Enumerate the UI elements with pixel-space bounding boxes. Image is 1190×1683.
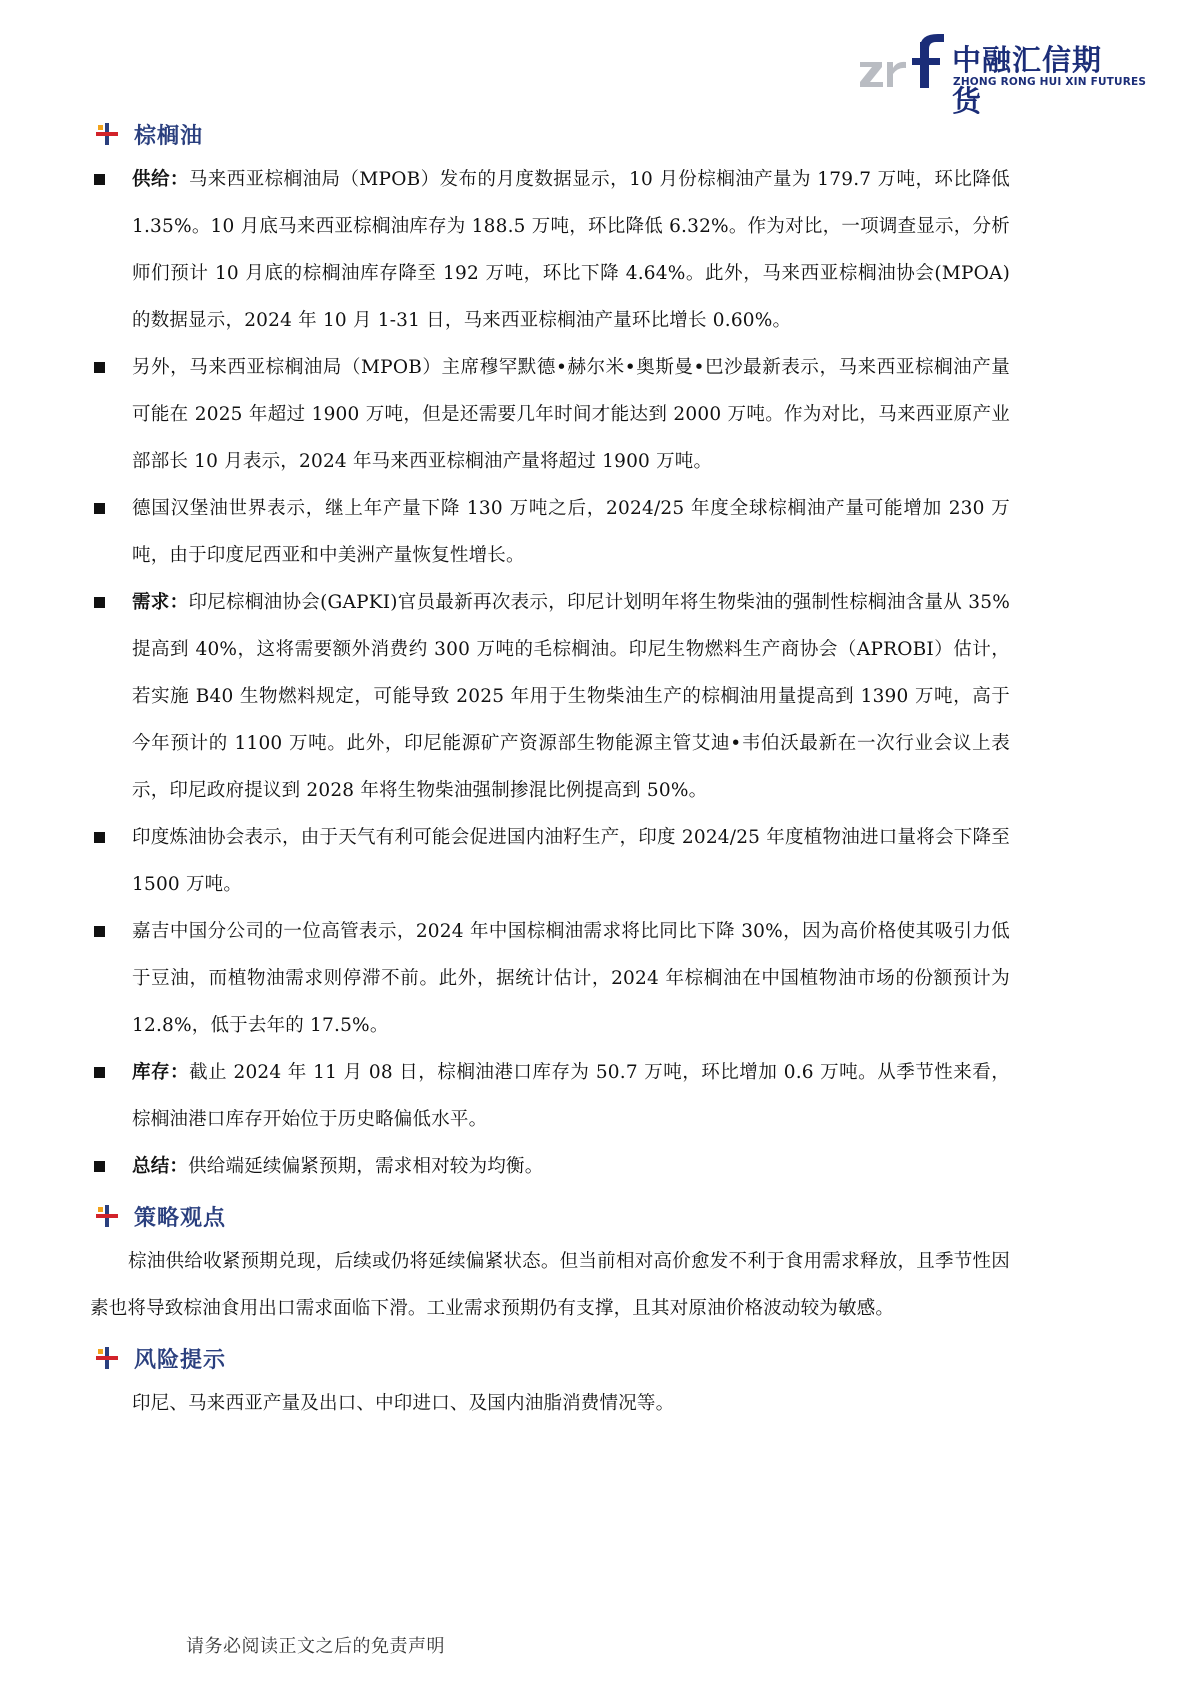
list-item [90, 579, 1010, 814]
section-marker-icon [94, 1345, 120, 1371]
list-item [90, 1143, 1010, 1190]
report-content [90, 108, 1010, 1427]
bullet-square-icon [94, 503, 105, 514]
section-title: 策略观点 [134, 1205, 227, 1231]
list-item [90, 344, 1010, 485]
list-item [90, 908, 1010, 1049]
section-title: 棕榈油 [134, 123, 204, 149]
logo-english-name: ZHONG RONG HUI XIN FUTURES [953, 76, 1147, 88]
bullet-square-icon [94, 362, 105, 373]
section-title: 风险提示 [134, 1347, 227, 1373]
item-text: 截止 2024 年 11 月 08 日，棕榈油港口库存为 50.7 万吨，环比增加 0.6 万吨。从季节性来看，棕榈油港口库存开始位于历史略偏低水平。 [132, 1062, 1010, 1130]
bullet-square-icon [94, 597, 105, 608]
item-lead: 库存： [132, 1062, 190, 1083]
item-text: 另外，马来西亚棕榈油局（MPOB）主席穆罕默德•赫尔米•奥斯曼•巴沙最新表示，马来西亚棕榈油产量可能在 2025 年超过 1900 万吨，但是还需要几年时间才能达到 2000 万吨。作为对比，马来西亚原产业部部长 10 月表示，2024 年马来西亚棕榈油产量将超过 1900 万吨。 [132, 357, 1010, 472]
footer-disclaimer: 请务必阅读正文之后的免责声明 [186, 1636, 445, 1657]
item-text: 嘉吉中国分公司的一位高管表示，2024 年中国棕榈油需求将比同比下降 30%，因为高价格使其吸引力低于豆油，而植物油需求则停滞不前。此外，据统计估计，2024 年棕榈油在中国植物油市场的份额预计为 12.8%，低于去年的 17.5%。 [132, 921, 1010, 1036]
item-text: 供给端延续偏紧预期，需求相对较为均衡。 [188, 1156, 544, 1177]
item-lead: 总结： [132, 1156, 189, 1177]
list-item [90, 1049, 1010, 1143]
item-text: 印度炼油协会表示，由于天气有利可能会促进国内油籽生产，印度 2024/25 年度植物油进口量将会下降至 1500 万吨。 [132, 827, 1010, 895]
palm-bullet-list [90, 156, 1010, 1190]
list-item [90, 485, 1010, 579]
section-heading-risk [90, 1336, 1010, 1380]
list-item [90, 156, 1010, 344]
bullet-square-icon [94, 174, 105, 185]
section-heading-strategy [90, 1194, 1010, 1238]
bullet-square-icon [94, 1161, 105, 1172]
company-logo [858, 32, 1147, 118]
section-marker-icon [94, 121, 120, 147]
bullet-square-icon [94, 832, 105, 843]
bullet-square-icon [94, 1067, 105, 1078]
strategy-paragraph: 棕油供给收紧预期兑现，后续或仍将延续偏紧状态。但当前相对高价愈发不利于食用需求释放，且季节性因素也将导致棕油食用出口需求面临下滑。工业需求预期仍有支撑，且其对原油价格波动较为敏感。 [90, 1251, 1010, 1319]
section-heading-palm [90, 112, 1010, 156]
section-marker-icon [94, 1203, 120, 1229]
item-lead: 供给： [132, 169, 189, 190]
bullet-square-icon [94, 926, 105, 937]
item-text: 德国汉堡油世界表示，继上年产量下降 130 万吨之后，2024/25 年度全球棕榈油产量可能增加 230 万吨，由于印度尼西亚和中美洲产量恢复性增长。 [132, 498, 1010, 566]
list-item [90, 814, 1010, 908]
zrf-logo-mark-icon [858, 32, 948, 92]
logo-chinese-name: 中融汇信期货 [952, 43, 1103, 118]
risk-paragraph: 印尼、马来西亚产量及出口、中印进口、及国内油脂消费情况等。 [132, 1393, 675, 1414]
item-lead: 需求： [132, 592, 189, 613]
item-text: 马来西亚棕榈油局（MPOB）发布的月度数据显示，10 月份棕榈油产量为 179.7 万吨，环比降低 1.35%。10 月底马来西亚棕榈油库存为 188.5 万吨，环比降低 6.32%。作为对比，一项调查显示，分析师们预计 10 月底的棕榈油库存降至 192 万吨，环比下降 4.64%。此外，马来西亚棕榈油协会(MPOA)的数据显示，2024 年 10 月 1-31 日，马来西亚棕榈油产量环比增长 0.60%。 [132, 169, 1010, 331]
item-text: 印尼棕榈油协会(GAPKI)官员最新再次表示，印尼计划明年将生物柴油的强制性棕榈油含量从 35%提高到 40%，这将需要额外消费约 300 万吨的毛棕榈油。印尼生物燃料生产商协会（APROBI）估计，若实施 B40 生物燃料规定，可能导致 2025 年用于生物柴油生产的棕榈油用量提高到 1390 万吨，高于今年预计的 1100 万吨。此外，印尼能源矿产资源部生物能源主管艾迪•韦伯沃最新在一次行业会议上表示，印尼政府提议到 2028 年将生物柴油强制掺混比例提高到 50%。 [132, 592, 1010, 801]
